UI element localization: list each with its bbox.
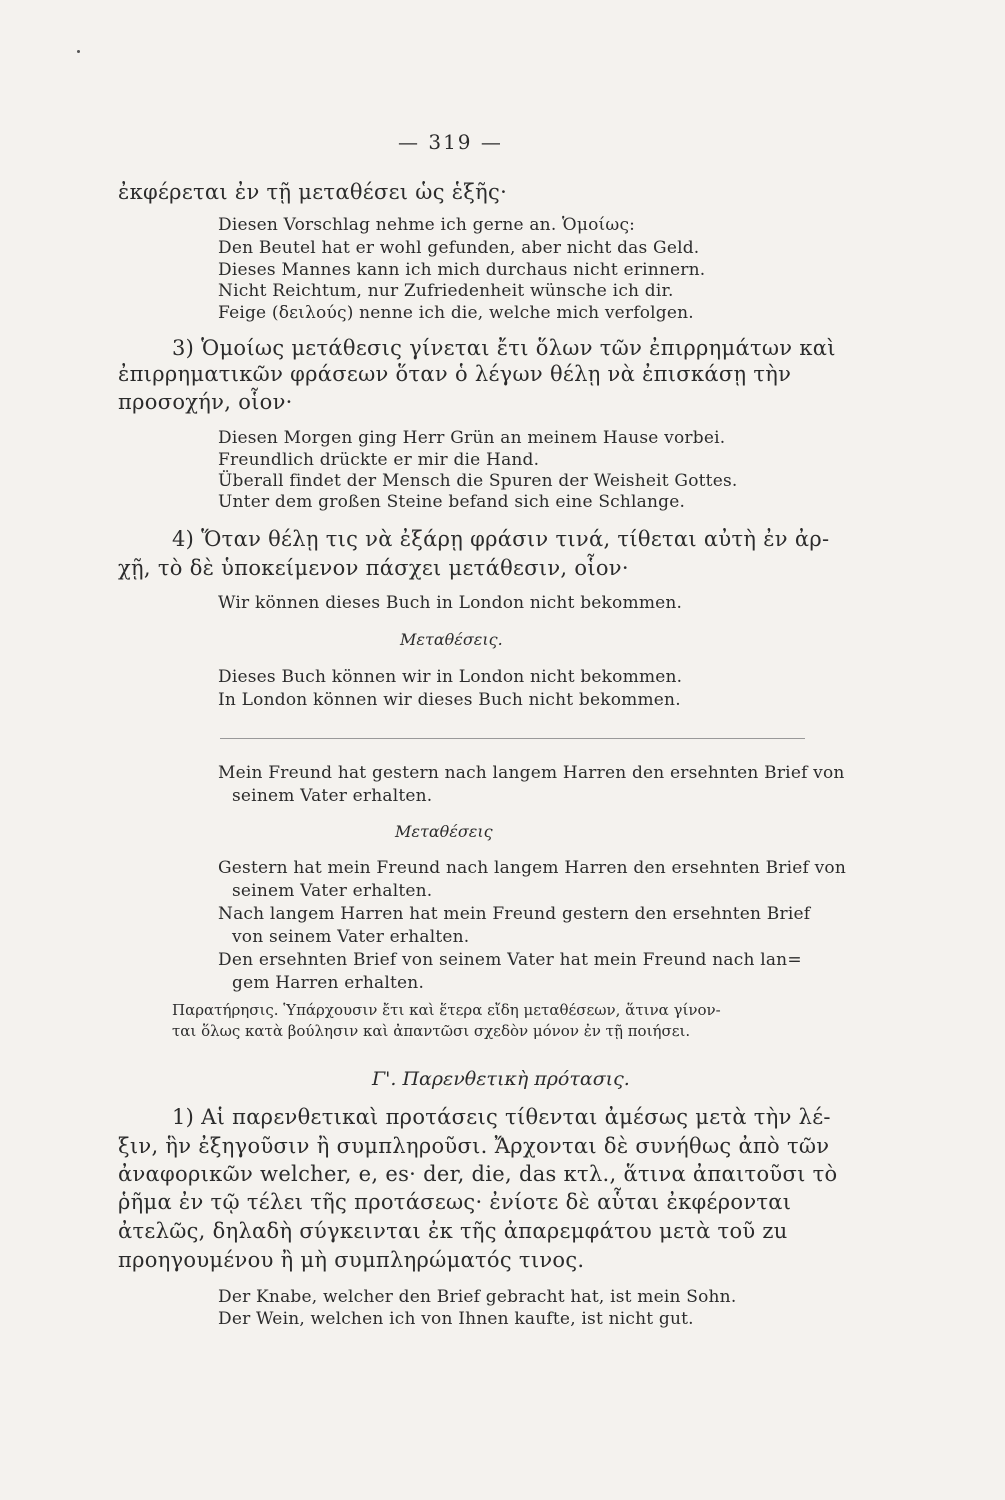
- section-heading: Γ'. Παρενθετικὴ πρότασις.: [372, 1068, 630, 1090]
- section-heading: Μεταθέσεις: [395, 822, 493, 841]
- example-line: Unter dem großen Steine befand sich eine Schlange.: [218, 492, 686, 512]
- example-line: Gestern hat mein Freund nach langem Harren den ersehnten Brief von: [218, 858, 846, 878]
- paragraph-line: 4) Ὅταν θέλῃ τις νὰ ἐξάρῃ φράσιν τινά, τίθεται αὐτὴ ἐν ἀρ-: [172, 527, 830, 551]
- paragraph-line: 3) Ὁμοίως μετάθεσις γίνεται ἔτι ὅλων τῶν ἐπιρρημάτων καὶ: [172, 336, 836, 360]
- example-line: seinem Vater erhalten.: [232, 786, 433, 806]
- example-line: Mein Freund hat gestern nach langem Harren den ersehnten Brief von: [218, 763, 845, 783]
- speck: [77, 50, 80, 53]
- paragraph-line: ἀτελῶς, δηλαδὴ σύγκεινται ἐκ τῆς ἀπαρεμφάτου μετὰ τοῦ zu: [118, 1219, 788, 1243]
- example-line: Freundlich drückte er mir die Hand.: [218, 450, 540, 470]
- paragraph-line: χῇ, τὸ δὲ ὑποκείμενον πάσχει μετάθεσιν, οἷον·: [118, 556, 629, 580]
- paragraph-line: ἀναφορικῶν welcher, e, es· der, die, das κτλ., ἅτινα ἀπαιτοῦσι τὸ: [118, 1162, 838, 1186]
- example-line: Der Wein, welchen ich von Ihnen kaufte, ist nicht gut.: [218, 1309, 694, 1329]
- paragraph-line: 1) Αἱ παρενθετικαὶ προτάσεις τίθενται ἀμέσως μετὰ τὴν λέ-: [172, 1105, 831, 1129]
- example-line: Dieses Buch können wir in London nicht bekommen.: [218, 667, 683, 687]
- example-line: Dieses Mannes kann ich mich durchaus nicht erinnern.: [218, 260, 706, 280]
- example-line: Der Knabe, welcher den Brief gebracht hat, ist mein Sohn.: [218, 1287, 737, 1307]
- example-line: Diesen Vorschlag nehme ich gerne an. Ὁμοίως:: [218, 215, 636, 235]
- intro-line: ἐκφέρεται ἐν τῇ μεταθέσει ὡς ἑξῆς·: [118, 180, 508, 204]
- example-line: Diesen Morgen ging Herr Grün an meinem Hause vorbei.: [218, 428, 726, 448]
- example-line: Nach langem Harren hat mein Freund gestern den ersehnten Brief: [218, 904, 811, 924]
- paragraph-line: ῥῆμα ἐν τῷ τέλει τῆς προτάσεως· ἐνίοτε δὲ αὗται ἐκφέρονται: [118, 1190, 792, 1214]
- remark-line: ται ὅλως κατὰ βούλησιν καὶ ἀπαντῶσι σχεδὸν μόνον ἐν τῇ ποιήσει.: [172, 1022, 691, 1040]
- paragraph-line: προηγουμένου ἢ μὴ συμπληρώματός τινος.: [118, 1248, 585, 1272]
- remark-line: Παρατήρησις. Ὑπάρχουσιν ἔτι καὶ ἕτερα εἴδη μεταθέσεων, ἅτινα γίνον-: [172, 1001, 721, 1019]
- paragraph-line: προσοχήν, οἷον·: [118, 390, 293, 414]
- example-line: gem Harren erhalten.: [232, 973, 425, 993]
- example-line: In London können wir dieses Buch nicht bekommen.: [218, 690, 681, 710]
- paragraph-line: ἐπιρρηματικῶν φράσεων ὅταν ὁ λέγων θέλῃ νὰ ἐπισκάσῃ τὴν: [118, 362, 792, 386]
- example-line: seinem Vater erhalten.: [232, 881, 433, 901]
- example-line: Überall findet der Mensch die Spuren der Weisheit Gottes.: [218, 471, 738, 491]
- example-line: Nicht Reichtum, nur Zufriedenheit wünsche ich dir.: [218, 281, 674, 301]
- separator: [220, 738, 805, 739]
- paragraph-line: ξιν, ἣν ἐξηγοῦσιν ἢ συμπληροῦσι. Ἄρχονται δὲ συνήθως ἀπὸ τῶν: [118, 1134, 830, 1158]
- page-number: — 319 —: [398, 130, 503, 154]
- example-line: von seinem Vater erhalten.: [232, 927, 470, 947]
- example-line: Feige (δειλούς) nenne ich die, welche mich verfolgen.: [218, 303, 694, 323]
- example-line: Den ersehnten Brief von seinem Vater hat mein Freund nach lan=: [218, 950, 802, 970]
- example-line: Den Beutel hat er wohl gefunden, aber nicht das Geld.: [218, 238, 700, 258]
- section-heading: Μεταθέσεις.: [400, 630, 503, 649]
- example-line: Wir können dieses Buch in London nicht bekommen.: [218, 593, 683, 613]
